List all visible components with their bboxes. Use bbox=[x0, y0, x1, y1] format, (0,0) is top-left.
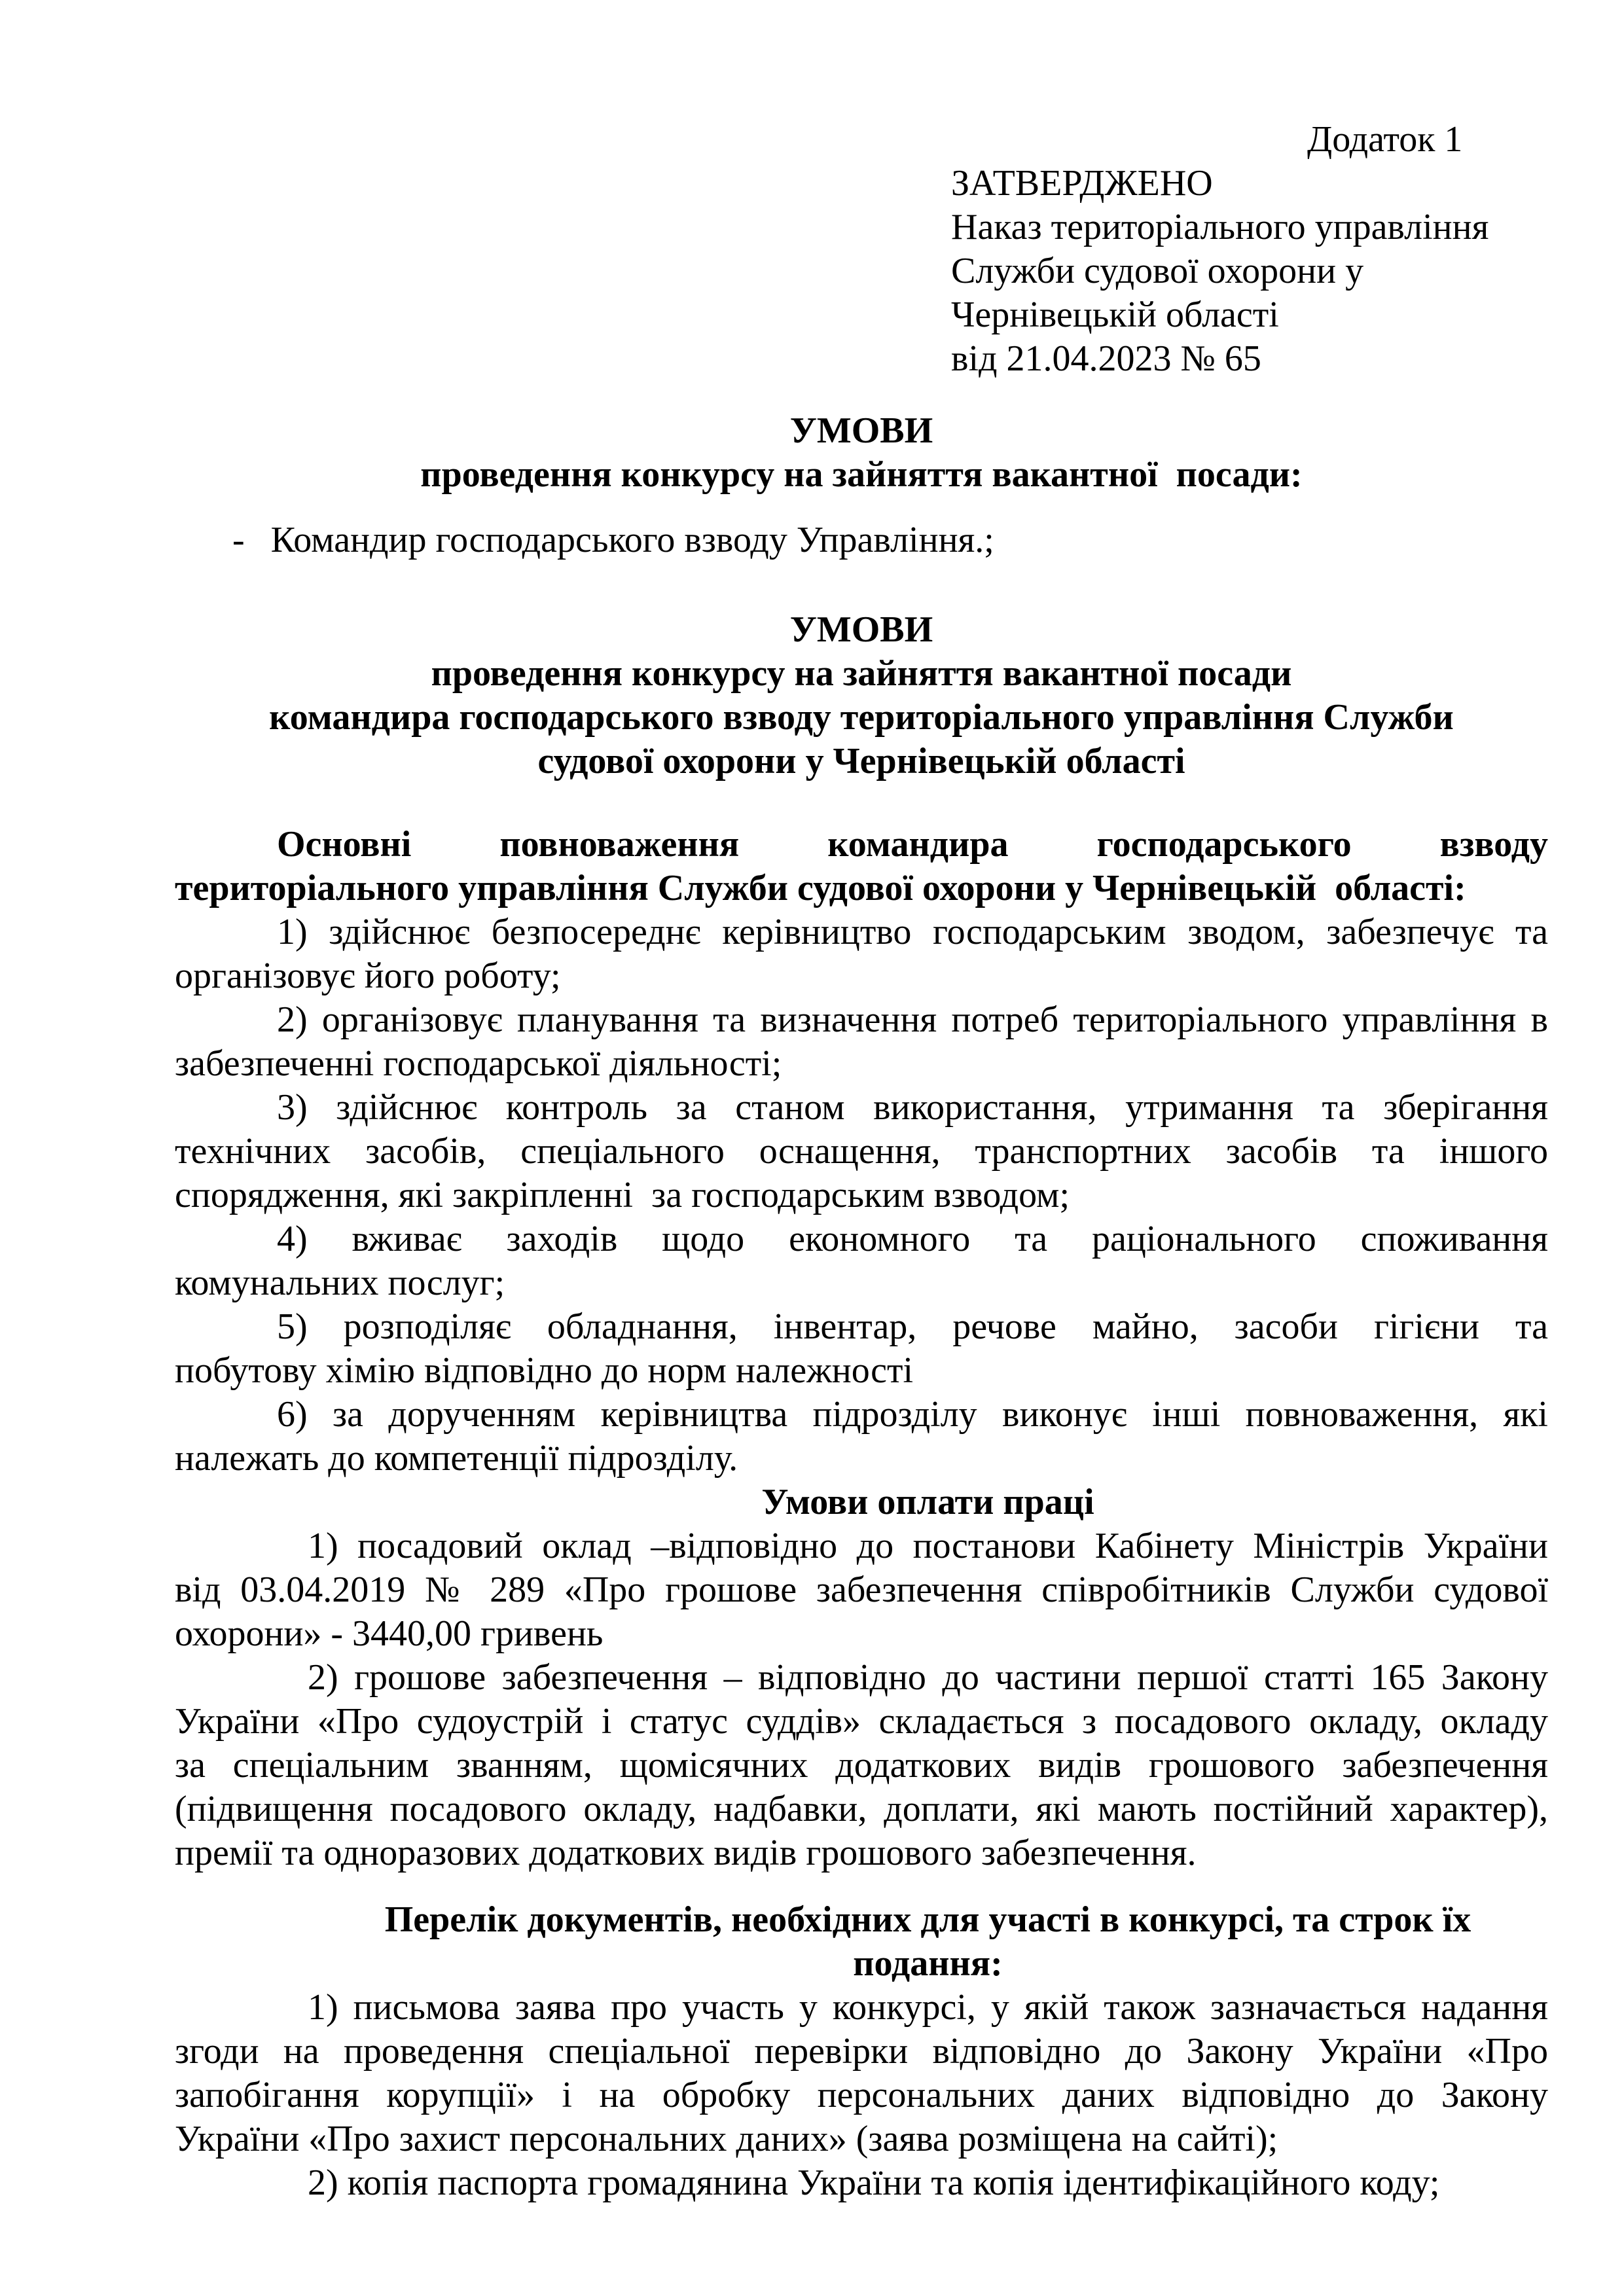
duty-line: комунальних послуг; bbox=[175, 1263, 505, 1303]
section-subtitle-line: проведення конкурсу на зайняття вакантної посади bbox=[431, 653, 1292, 694]
duties-intro-line: територіального управління Служби судової охорони у Чернівецькій області: bbox=[175, 868, 1466, 908]
documents-heading-line: подання: bbox=[853, 1943, 1003, 1984]
pay-line: України «Про судоустрій і статус суддів» складається з посадового окладу, окладу bbox=[175, 1701, 1548, 1742]
document-item-line: запобігання корупції» і на обробку персональних даних відповідно до Закону bbox=[175, 2075, 1548, 2115]
section-title: УМОВИ bbox=[789, 410, 933, 451]
document-item-line: 1) письмова заява про участь у конкурсі, у якій також зазначається надання bbox=[308, 1987, 1548, 2028]
annex-label: Додаток 1 bbox=[1307, 119, 1463, 160]
pay-line: 1) посадовий оклад –відповідно до постанови Кабінету Міністрів України bbox=[308, 1526, 1548, 1566]
duties-intro bbox=[175, 823, 1548, 910]
order-line: Чернівецькій області bbox=[951, 295, 1279, 335]
duty-line: 2) організовує планування та визначення потреб територіального управління в bbox=[277, 999, 1548, 1040]
document-item-line: України «Про захист персональних даних» (заява розміщена на сайті); bbox=[175, 2119, 1278, 2159]
duties-list bbox=[175, 910, 1548, 1480]
pay-heading: Умови оплати праці bbox=[761, 1482, 1094, 1522]
documents-heading-line: Перелік документів, необхідних для участі в конкурсі, та строк їх bbox=[384, 1899, 1471, 1940]
pay-line: премії та одноразових додаткових видів грошового забезпечення. bbox=[175, 1833, 1197, 1873]
duty-line: належать до компетенції підрозділу. bbox=[175, 1438, 738, 1479]
documents-heading bbox=[175, 1898, 1548, 1986]
duty-line: 3) здійснює контроль за станом використання, утримання та зберігання bbox=[277, 1087, 1548, 1128]
duty-line: 4) вживає заходів щодо економного та раціонального споживання bbox=[277, 1219, 1548, 1259]
duties-intro-line: Основні повноваження командира господарського взводу bbox=[277, 824, 1548, 865]
order-line: Наказ територіального управління bbox=[951, 207, 1489, 247]
approved-label: ЗАТВЕРДЖЕНО bbox=[951, 163, 1213, 204]
order-date-number: від 21.04.2023 № 65 bbox=[951, 338, 1261, 379]
documents-section bbox=[175, 1898, 1548, 2205]
duty-line: організовує його роботу; bbox=[175, 956, 561, 996]
order-line: Служби судової охорони у bbox=[951, 251, 1364, 291]
pay-line: від 03.04.2019 № 289 «Про грошове забезпечення співробітників Служби судової bbox=[175, 1570, 1548, 1610]
pay-line: охорони» - 3440,00 гривень bbox=[175, 1613, 604, 1654]
document-item-line: 2) копія паспорта громадянина України та копія ідентифікаційного коду; bbox=[308, 2162, 1440, 2203]
vacant-position-text: Командир господарського взводу Управління.; bbox=[270, 520, 994, 560]
document-item-line: згоди на проведення спеціальної перевірки відповідно до Закону України «Про bbox=[175, 2031, 1548, 2072]
section-subtitle-line: судової охорони у Чернівецькій області bbox=[537, 741, 1185, 781]
duty-line: 5) розподіляє обладнання, інвентар, речове майно, засоби гігієни та bbox=[277, 1306, 1548, 1347]
duty-line: побутову хімію відповідно до норм належності bbox=[175, 1350, 914, 1391]
pay-section bbox=[175, 1480, 1548, 1875]
duty-line: спорядження, які закріпленні за господарським взводом; bbox=[175, 1175, 1070, 1215]
duty-line: 1) здійснює безпосереднє керівництво господарським зводом, забезпечує та bbox=[277, 912, 1548, 952]
duty-line: забезпеченні господарської діяльності; bbox=[175, 1043, 782, 1084]
duty-line: технічних засобів, спеціального оснащення, транспортних засобів та іншого bbox=[175, 1131, 1548, 1172]
duty-line: 6) за дорученням керівництва підрозділу виконує інші повноваження, які bbox=[277, 1394, 1548, 1435]
pay-line: 2) грошове забезпечення – відповідно до частини першої статті 165 Закону bbox=[308, 1657, 1548, 1698]
approval-block bbox=[951, 118, 1548, 381]
bullet-dash: - bbox=[232, 520, 245, 560]
section-title: УМОВИ bbox=[789, 609, 933, 650]
section-subtitle-line: командира господарського взводу територіального управління Служби bbox=[269, 697, 1454, 738]
vacancy-conditions-section bbox=[175, 409, 1548, 562]
section-subtitle: проведення конкурсу на зайняття вакантної посади: bbox=[420, 454, 1303, 495]
pay-line: за спеціальним званням, щомісячних додаткових видів грошового забезпечення bbox=[175, 1745, 1548, 1785]
competition-conditions-section bbox=[175, 608, 1548, 783]
vacant-position-item bbox=[232, 518, 1548, 562]
pay-line: (підвищення посадового окладу, надбавки, доплати, які мають постійний характер), bbox=[175, 1789, 1548, 1829]
